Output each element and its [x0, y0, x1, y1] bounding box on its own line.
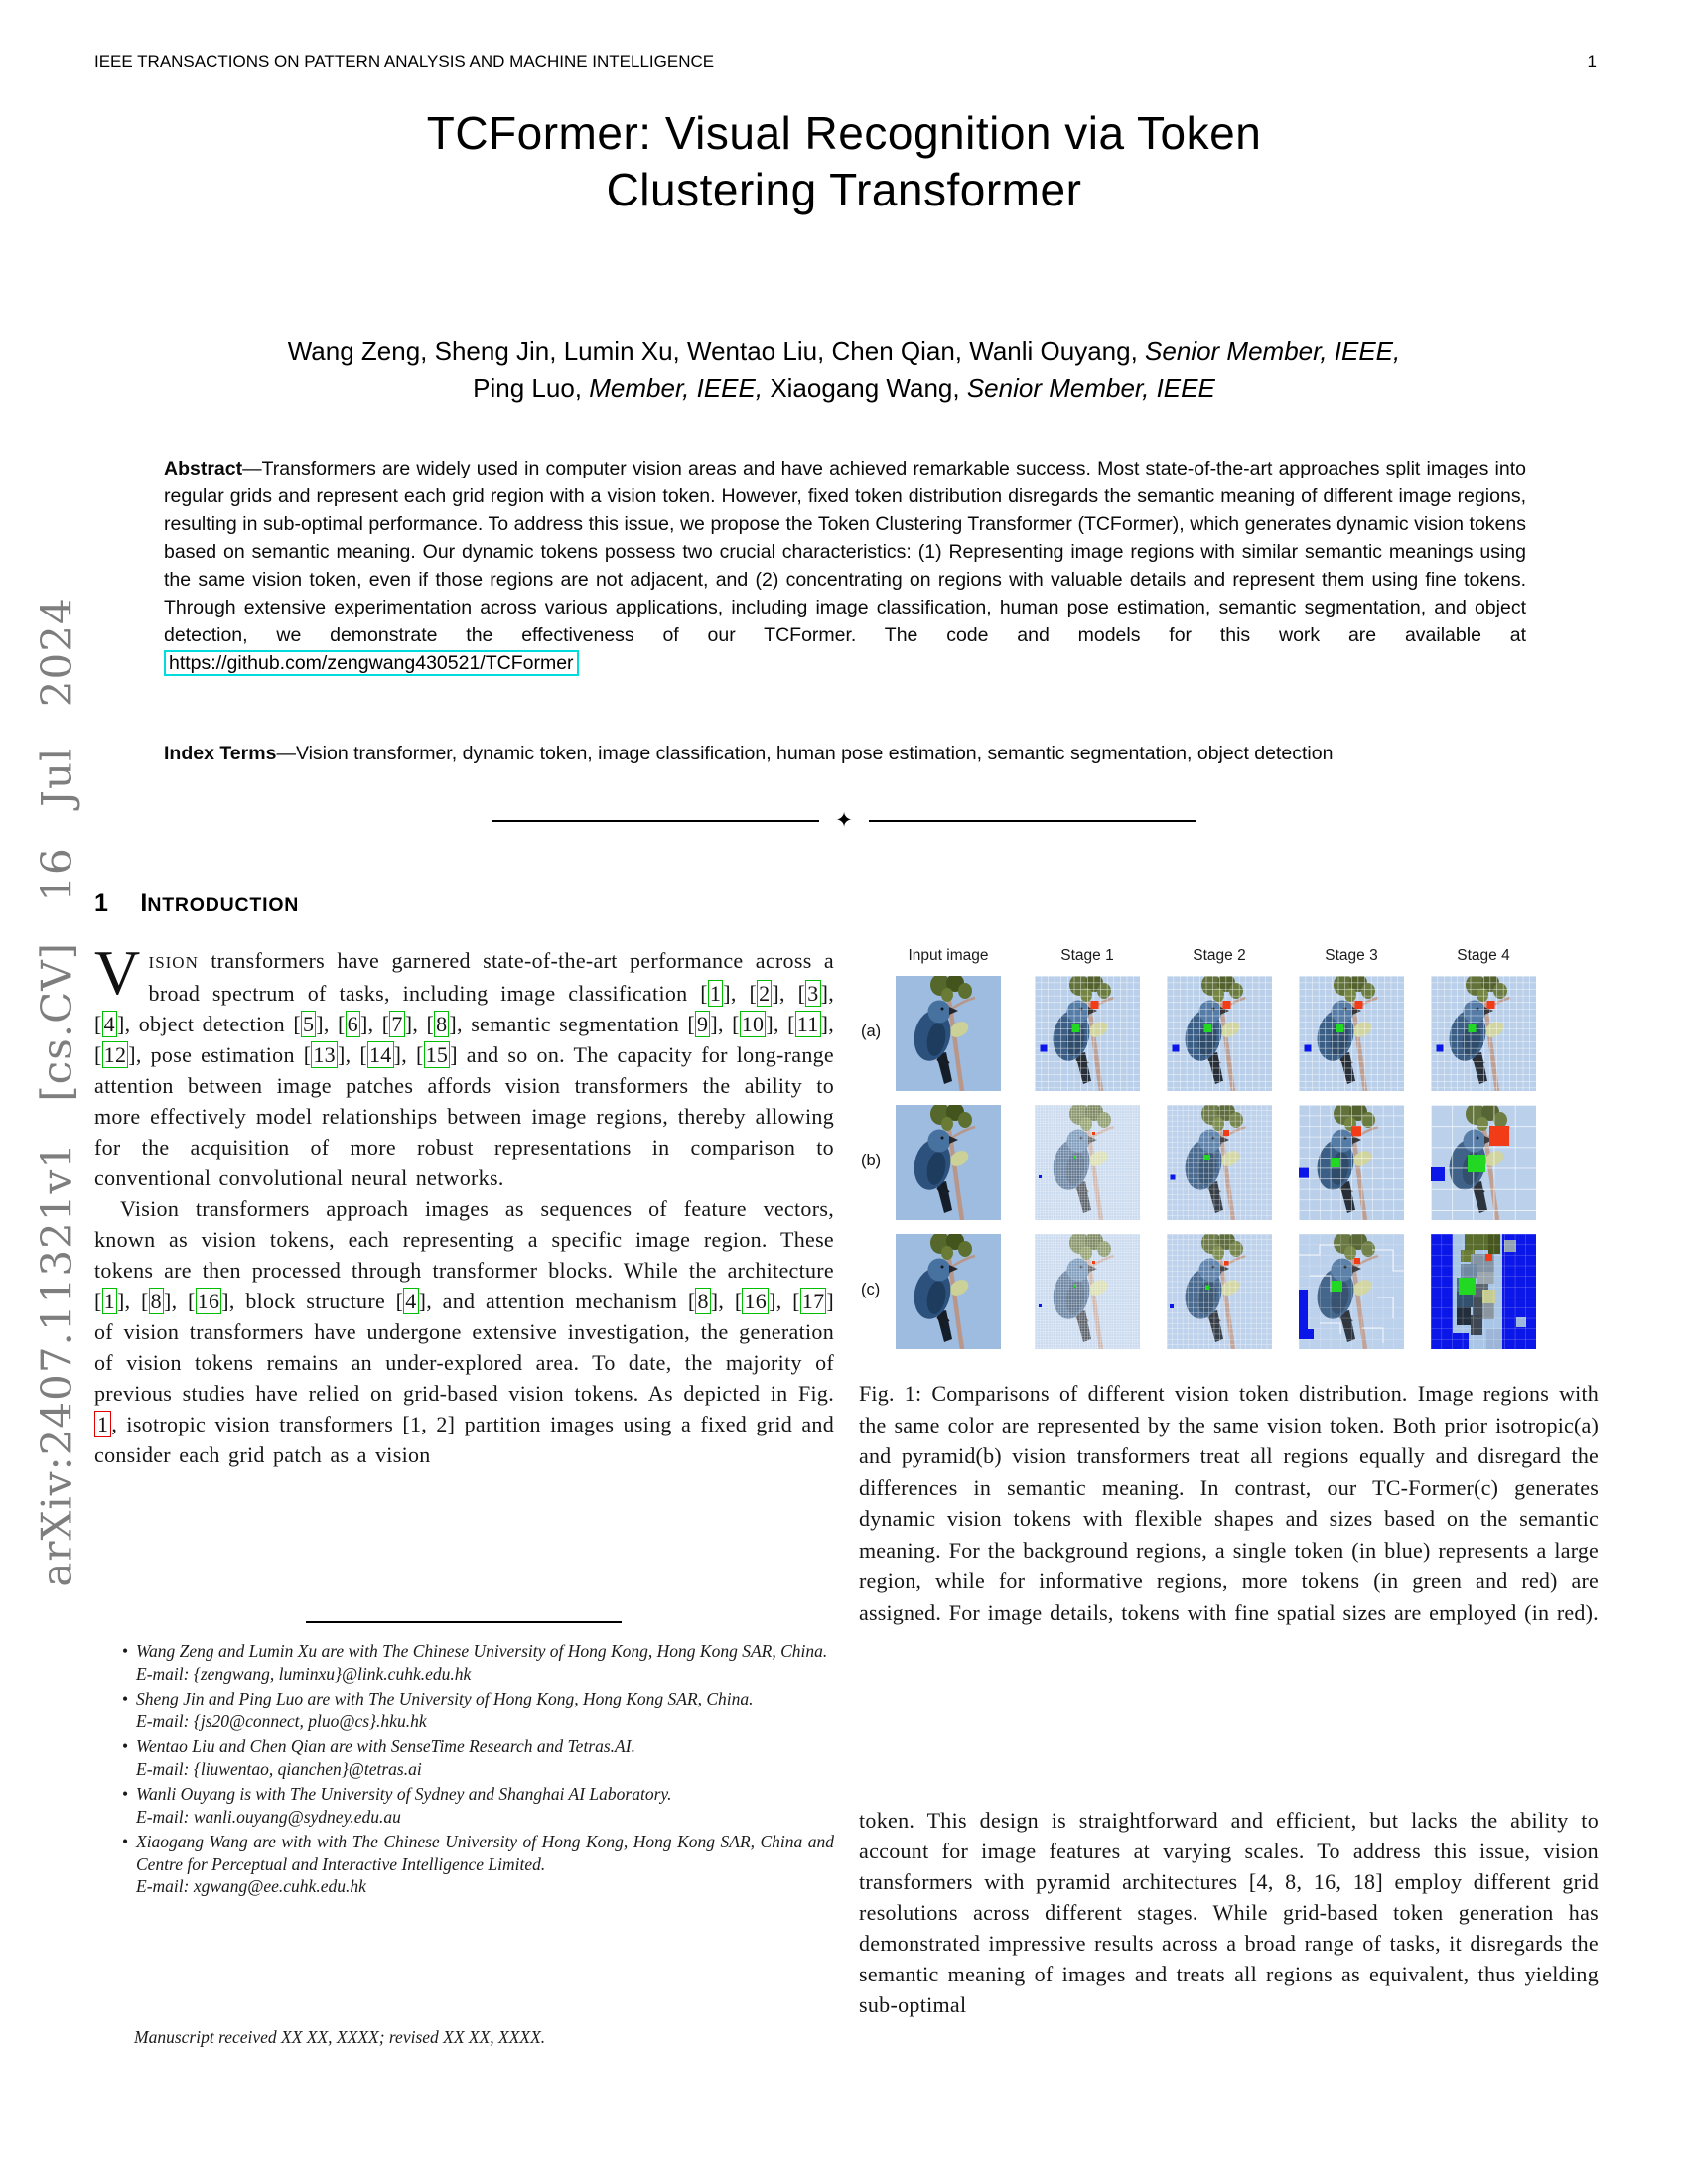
separator-line-left [492, 820, 819, 822]
section-title: INTRODUCTION [140, 889, 300, 917]
figure-row-label: (a) [861, 1023, 882, 1040]
citation-link[interactable]: 9 [697, 1012, 709, 1036]
code-url-link[interactable]: https://github.com/zengwang430521/TCFormer [164, 650, 579, 676]
citation-link[interactable]: 8 [697, 1289, 709, 1313]
page-number: 1 [1587, 52, 1597, 70]
index-terms-text: —Vision transformer, dynamic token, image classification, human pose estimation, semantic segmentation, object detection [276, 743, 1334, 764]
footnote-item [94, 1688, 834, 1732]
figure-panel-c-input-image [896, 1234, 1001, 1349]
footnote-item [94, 1735, 834, 1780]
intro-paragraph-2-text: Vision transformers approach images as sequences of feature vectors, known as vision tokens, each representing a specific image region. These tokens are then processed through transformer blocks. While the architecture [1], [8], [16], block structure [4], and attention mechanism [8], [16], [17] of vision transformers have undergone extensive investigation, the generation of vision tokens remains an under-explored area. To date, the majority of previous studies have relied on grid-based vision tokens. As depicted in Fig. 1 , isotropic vision transformers [1, 2] partition images using a fixed grid and consider each grid patch as a vision [94, 1196, 835, 1467]
footnote-text: Xiaogang Wang are with with The Chinese University of Hong Kong, Hong Kong SAR, China and Centre for Perceptual and Interactive Intelligence Limited. [136, 1832, 834, 1874]
citation-link[interactable]: 7 [391, 1012, 403, 1036]
bullet-icon: • [122, 1736, 129, 1756]
running-header [94, 52, 1597, 71]
paper-title-line1: TCFormer: Visual Recognition via Token [426, 107, 1262, 159]
footnote-email: E-mail: {js20@connect, pluo@cs}.hku.hk [136, 1710, 427, 1731]
intro-paragraph-2 [94, 1193, 834, 1470]
citation-link[interactable]: 6 [347, 1012, 358, 1036]
manuscript-note: Manuscript received XX XX, XXXX; revised XX XX, XXXX. [134, 2027, 546, 2047]
diamond-ornament-icon: ✦ [835, 808, 853, 832]
figure-panel-a-stage-4 [1431, 976, 1536, 1091]
citation-link[interactable]: 16 [744, 1289, 768, 1313]
footnote-item [94, 1640, 834, 1685]
footnote-email: E-mail: xgwang@ee.cuhk.edu.hk [136, 1876, 366, 1896]
paper-title [0, 105, 1688, 218]
citation-link[interactable]: 1 [709, 981, 722, 1006]
footnote-email: E-mail: {zengwang, luminxu}@link.cuhk.edu.hk [136, 1663, 472, 1684]
figure-panel-b-stage-1 [1035, 1105, 1140, 1220]
footnote-text: Wentao Liu and Chen Qian are with SenseTime Research and Tetras.AI. [136, 1736, 635, 1756]
authors-line1: Wang Zeng, Sheng Jin, Lumin Xu, Wentao Liu, Chen Qian, Wanli Ouyang, Senior Member, IEEE, [287, 337, 1401, 366]
author-footnotes [94, 1640, 834, 1901]
citation-link[interactable]: 16 [197, 1289, 220, 1313]
footnote-email: E-mail: {liuwentao, qianchen}@tetras.ai [136, 1758, 422, 1779]
figure-column-label: Stage 4 [1457, 947, 1510, 964]
authors-line2: Ping Luo, Member, IEEE, Xiaogang Wang, Senior Member, IEEE [473, 373, 1215, 403]
footnote-body [136, 1831, 834, 1898]
paper-title-line2: Clustering Transformer [606, 164, 1082, 215]
footnote-rule [306, 1621, 622, 1623]
figure-row-label: (c) [861, 1281, 881, 1298]
citation-link[interactable]: 14 [368, 1042, 392, 1067]
bullet-icon: • [122, 1689, 129, 1708]
dropcap-v: V [94, 937, 141, 1008]
authors-block [0, 334, 1688, 407]
bullet-icon: • [122, 1784, 129, 1804]
citation-link[interactable]: 8 [436, 1012, 448, 1036]
citation-link[interactable]: 10 [741, 1012, 765, 1036]
lead-smallcaps: ISION [148, 953, 199, 972]
bullet-icon: • [122, 1641, 129, 1661]
figure-panel-b-stage-2 [1167, 1105, 1272, 1220]
footnote-text: Wang Zeng and Lumin Xu are with The Chinese University of Hong Kong, Hong Kong SAR, China. [136, 1641, 828, 1661]
separator-line-right [869, 820, 1196, 822]
right-column-paragraph [859, 1805, 1599, 2020]
citation-link[interactable]: 17 [801, 1289, 825, 1313]
figure-column-label: Stage 3 [1325, 947, 1378, 964]
index-terms [164, 740, 1526, 767]
figure-column-label: Stage 2 [1193, 947, 1246, 964]
right-column-paragraph-text: token. This design is straightforward and efficient, but lacks the ability to account for image features at varying scales. To address this issue, vision transformers with pyramid architectures [4, 8, 16, 18] employ different grid resolutions across different stages. While grid-based token generation has demonstrated impressive results across a broad range of tasks, it disregards the semantic meaning of images and treats all regions as equivalent, thus yielding sub-optimal [859, 1808, 1599, 2017]
citation-link[interactable]: 12 [103, 1042, 127, 1067]
citation-link[interactable]: 4 [405, 1289, 417, 1313]
figure-ref-link[interactable]: 1 [94, 1411, 111, 1437]
figure-row-label: (b) [861, 1152, 882, 1169]
arxiv-stamp: arXiv:2407.11321v1 [cs.CV] 16 Jul 2024 [32, 597, 81, 1587]
footnote-text: Sheng Jin and Ping Luo are with The University of Hong Kong, Hong Kong SAR, China. [136, 1689, 754, 1708]
footnote-item [94, 1783, 834, 1828]
citation-link[interactable]: 15 [425, 1042, 449, 1067]
footnote-body [136, 1735, 834, 1780]
footnote-body [136, 1640, 834, 1685]
footnote-body [136, 1688, 834, 1732]
figure-column-label: Stage 1 [1060, 947, 1114, 964]
index-terms-label: Index Terms [164, 743, 277, 764]
figure-panel-b-stage-4 [1431, 1105, 1536, 1220]
figure-1-caption: Fig. 1: Comparisons of different vision token distribution. Image regions with the same color are represented by the same vision token. Both prior isotropic(a) and pyramid(b) vision transformers treat all regions equally and disregard the differences in semantic meaning. In contrast, our TC-Former(c) generates dynamic vision tokens with flexible shapes and sizes based on the semantic meaning. For the background regions, a single token (in blue) represents a large region, while for informative regions, more tokens (in green and red) are assigned. For image details, tokens with fine spatial sizes are employed (in red). [859, 1381, 1599, 1625]
journal-name: IEEE TRANSACTIONS ON PATTERN ANALYSIS AND MACHINE INTELLIGENCE [94, 52, 715, 70]
citation-link[interactable]: 13 [313, 1042, 336, 1067]
left-column [94, 937, 835, 1470]
figure-panel-c-stage-2 [1167, 1234, 1272, 1349]
citation-link[interactable]: 2 [759, 981, 771, 1006]
bullet-icon: • [122, 1832, 129, 1851]
figure-panel-b-input-image [896, 1105, 1001, 1220]
intro-paragraph-1-text: transformers have garnered state-of-the-art performance across a broad spectrum of tasks, including image classification [1], [2], [3], [4], object detection [5], [6], [7], [8], semantic segmentation [9], [10], [11], [12], pose estimation [13], [14], [15] and so on. The capacity for long-range attention between image patches affords vision transformers the ability to more effectively model relationships between image regions, thereby allowing for the acquisition of more robust representations in comparison to conventional convolutional neural networks. [94, 948, 834, 1190]
citation-link[interactable]: 11 [796, 1012, 819, 1036]
figure-panel-a-stage-3 [1299, 976, 1404, 1091]
footnote-body [136, 1783, 834, 1828]
intro-paragraph-1 [94, 937, 834, 1193]
abstract [164, 455, 1526, 677]
section-heading-introduction [94, 889, 834, 918]
abstract-label: Abstract [164, 458, 243, 479]
citation-link[interactable]: 4 [103, 1012, 115, 1036]
figure-panel-b-stage-3 [1299, 1105, 1404, 1220]
footnote-email: E-mail: wanli.ouyang@sydney.edu.au [136, 1806, 401, 1827]
figure-panel-a-input-image [896, 976, 1001, 1091]
citation-link[interactable]: 3 [807, 981, 819, 1006]
figure-panel-a-stage-2 [1167, 976, 1272, 1091]
figure-column-label: Input image [908, 947, 989, 964]
figure-panel-c-stage-4 [1431, 1234, 1536, 1349]
section-separator [0, 810, 1688, 831]
footnote-item [94, 1831, 834, 1898]
abstract-text: —Transformers are widely used in computer vision areas and have achieved remarkable success. Most state-of-the-art approaches split images into regular grids and represent each grid region with a vision token. However, fixed token distribution disregards the semantic meaning of different image regions, resulting in sub-optimal performance. To address this issue, we propose the Token Clustering Transformer (TCFormer), which generates dynamic vision tokens based on semantic meaning. Our dynamic tokens possess two crucial characteristics: (1) Representing image regions with similar semantic meanings using the same vision token, even if those regions are not adjacent, and (2) concentrating on regions with valuable details and represent them using fine tokens. Through extensive experimentation across various applications, including image classification, human pose estimation, semantic segmentation, and object detection, we demonstrate the effectiveness of our TCFormer. The code and models for this work are available at [164, 458, 1526, 646]
section-number: 1 [94, 889, 108, 917]
figure-panel-c-stage-1 [1035, 1234, 1140, 1349]
figure-panel-a-stage-1 [1035, 976, 1140, 1091]
footnote-text: Wanli Ouyang is with The University of Sydney and Shanghai AI Laboratory. [136, 1784, 672, 1804]
citation-link[interactable]: 8 [150, 1289, 162, 1313]
citation-link[interactable]: 1 [103, 1289, 115, 1313]
figure-1 [859, 943, 1599, 1365]
figure-panel-c-stage-3 [1299, 1234, 1404, 1349]
citation-link[interactable]: 5 [302, 1012, 315, 1036]
